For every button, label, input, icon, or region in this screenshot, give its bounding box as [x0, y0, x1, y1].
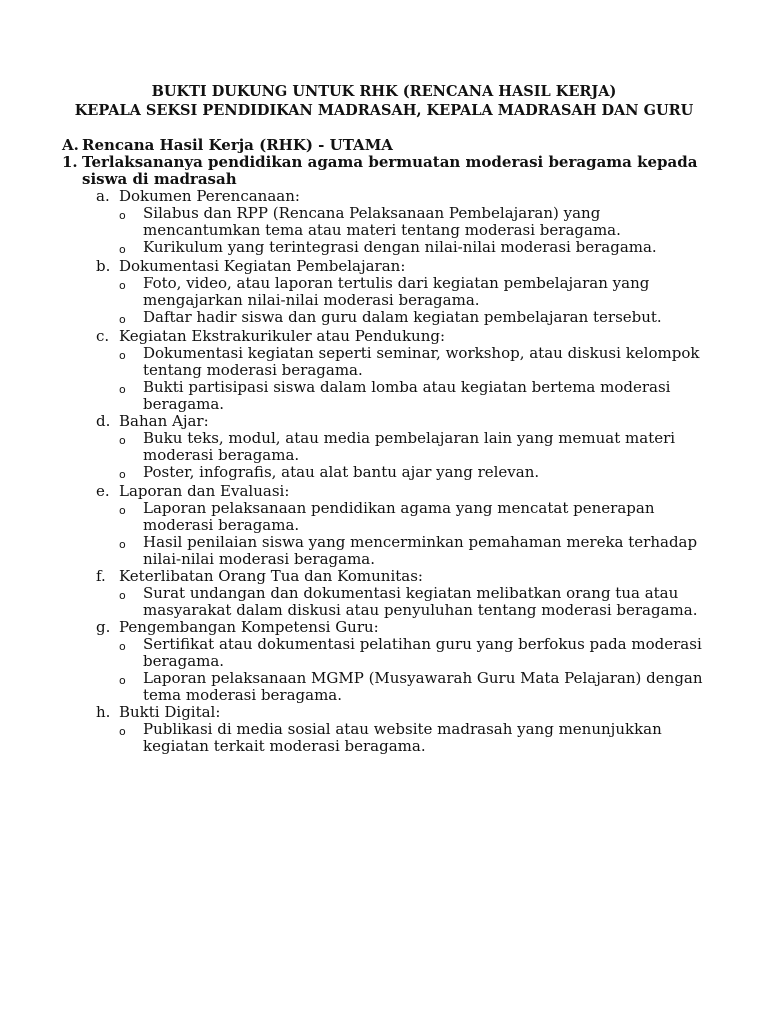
bullet-text: Surat undangan dan dokumentasi kegiatan melibatkan orang tua atau masyarakat dalam diskusi atau penyuluhan tentang moderasi beragama.: [143, 584, 698, 619]
list-item: [96, 430, 708, 464]
list-item: [96, 205, 708, 239]
section-title: Rencana Hasil Kerja (RHK) - UTAMA: [82, 136, 393, 154]
bullet-icon: o: [119, 243, 126, 256]
subsection-letter: b.: [96, 257, 111, 275]
list-item: [96, 379, 708, 413]
bullet-list: [96, 636, 708, 704]
bullet-text: Kurikulum yang terintegrasi dengan nilai-nilai moderasi beragama.: [143, 238, 657, 256]
list-item: [96, 670, 708, 704]
subsection-title: Bukti Digital:: [119, 703, 221, 721]
bullet-list: [96, 585, 708, 619]
subsection-title: Keterlibatan Orang Tua dan Komunitas:: [119, 567, 423, 585]
subsection: [62, 704, 708, 755]
subsection: [62, 568, 708, 619]
subsection-heading: [96, 258, 708, 275]
bullet-icon: o: [119, 674, 126, 687]
subsection: [62, 619, 708, 704]
bullet-list: [96, 345, 708, 413]
list-item: [96, 309, 708, 328]
subsection-letter: a.: [96, 187, 110, 205]
bullet-text: Sertifikat atau dokumentasi pelatihan guru yang berfokus pada moderasi beragama.: [143, 635, 702, 670]
list-item: [96, 721, 708, 755]
subsection-heading: [96, 568, 708, 585]
item-title: Terlaksananya pendidikan agama bermuatan moderasi beragama kepada siswa di madrasah: [82, 153, 698, 188]
subsection-letter: g.: [96, 618, 111, 636]
bullet-text: Bukti partisipasi siswa dalam lomba atau kegiatan bertema moderasi beragama.: [143, 378, 671, 413]
bullet-text: Laporan pelaksanaan MGMP (Musyawarah Guru Mata Pelajaran) dengan tema moderasi beragama.: [143, 669, 703, 704]
subsection-list: [62, 188, 708, 755]
bullet-icon: o: [119, 538, 126, 551]
bullet-icon: o: [119, 640, 126, 653]
bullet-icon: o: [119, 434, 126, 447]
subsection-letter: f.: [96, 567, 106, 585]
list-item: [96, 534, 708, 568]
bullet-text: Laporan pelaksanaan pendidikan agama yang mencatat penerapan moderasi beragama.: [143, 499, 655, 534]
document-body: [0, 137, 768, 755]
item-marker: 1.: [62, 153, 78, 171]
list-item: [96, 239, 708, 258]
bullet-text: Daftar hadir siswa dan guru dalam kegiatan pembelajaran tersebut.: [143, 308, 662, 326]
subsection-title: Kegiatan Ekstrakurikuler atau Pendukung:: [119, 327, 446, 345]
list-item: [96, 500, 708, 534]
subsection-heading: [96, 188, 708, 205]
list-item: [96, 585, 708, 619]
subsection-heading: [96, 704, 708, 721]
subsection: [62, 188, 708, 258]
list-item: [96, 345, 708, 379]
bullet-icon: o: [119, 725, 126, 738]
subsection-title: Pengembangan Kompetensi Guru:: [119, 618, 379, 636]
document-subtitle: KEPALA SEKSI PENDIDIKAN MADRASAH, KEPALA MADRASAH DAN GURU: [74, 102, 694, 119]
document-header: [0, 82, 768, 120]
bullet-text: Publikasi di media sosial atau website madrasah yang menunjukkan kegiatan terkait moderasi beragama.: [143, 720, 662, 755]
bullet-list: [96, 430, 708, 483]
bullet-text: Dokumentasi kegiatan seperti seminar, workshop, atau diskusi kelompok tentang moderasi beragama.: [143, 344, 700, 379]
bullet-text: Foto, video, atau laporan tertulis dari kegiatan pembelajaran yang mengajarkan nilai-nilai moderasi beragama.: [143, 274, 650, 309]
subsection-heading: [96, 328, 708, 345]
bullet-icon: o: [119, 468, 126, 481]
bullet-text: Poster, infografis, atau alat bantu ajar yang relevan.: [143, 463, 540, 481]
subsection: [62, 328, 708, 413]
subsection-title: Dokumen Perencanaan:: [119, 187, 300, 205]
bullet-icon: o: [119, 313, 126, 326]
subsection-heading: [96, 483, 708, 500]
subsection-letter: e.: [96, 482, 110, 500]
bullet-icon: o: [119, 383, 126, 396]
subsection-title: Laporan dan Evaluasi:: [119, 482, 290, 500]
item-heading: [62, 154, 708, 188]
bullet-list: [96, 721, 708, 755]
bullet-icon: o: [119, 349, 126, 362]
subsection-title: Dokumentasi Kegiatan Pembelajaran:: [119, 257, 406, 275]
document-title: BUKTI DUKUNG UNTUK RHK (RENCANA HASIL KERJA): [151, 83, 617, 100]
subsection-letter: d.: [96, 412, 111, 430]
subsection-letter: c.: [96, 327, 110, 345]
list-item: [96, 464, 708, 483]
bullet-text: Hasil penilaian siswa yang mencerminkan pemahaman mereka terhadap nilai-nilai moderasi beragama.: [143, 533, 698, 568]
section-heading: [62, 137, 708, 154]
bullet-icon: o: [119, 589, 126, 602]
bullet-text: Buku teks, modul, atau media pembelajaran lain yang memuat materi moderasi beragama.: [143, 429, 676, 464]
bullet-icon: o: [119, 209, 126, 222]
bullet-list: [96, 500, 708, 568]
subsection-heading: [96, 413, 708, 430]
subsection: [62, 413, 708, 483]
list-item: [96, 275, 708, 309]
bullet-list: [96, 205, 708, 258]
section-marker: A.: [62, 136, 79, 154]
bullet-list: [96, 275, 708, 328]
bullet-icon: o: [119, 279, 126, 292]
subsection-title: Bahan Ajar:: [119, 412, 209, 430]
list-item: [96, 636, 708, 670]
bullet-text: Silabus dan RPP (Rencana Pelaksanaan Pembelajaran) yang mencantumkan tema atau materi tentang moderasi beragama.: [143, 204, 621, 239]
subsection: [62, 483, 708, 568]
bullet-icon: o: [119, 504, 126, 517]
subsection-letter: h.: [96, 703, 111, 721]
subsection: [62, 258, 708, 328]
subsection-heading: [96, 619, 708, 636]
